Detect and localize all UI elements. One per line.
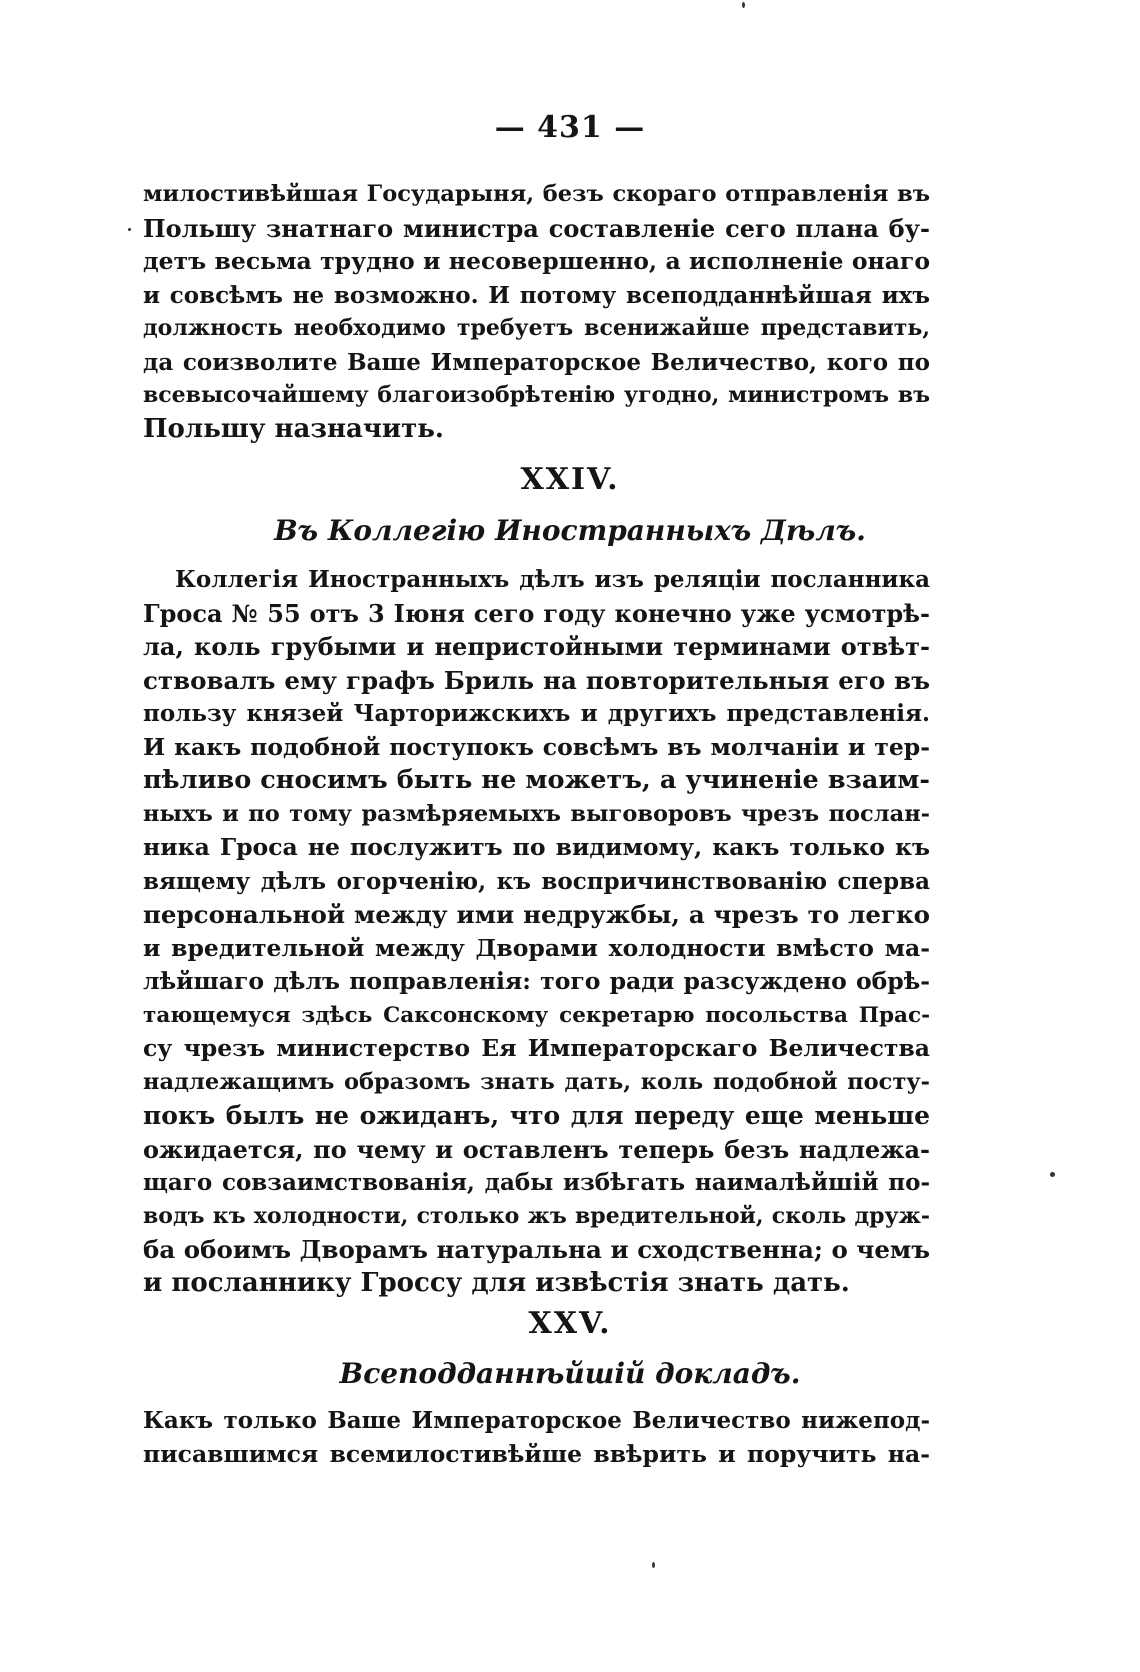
text-line: милостивѣйшая Государыня, безъ скораго отправленія въ <box>143 181 930 207</box>
text-line: Гроса № 55 отъ 3 Іюня сего году конечно уже усмотрѣ- <box>143 598 930 628</box>
text-line: пользу князей Чарторижскихъ и другихъ представленія. <box>143 700 930 727</box>
text-line: ла, коль грубыми и непристойными терминами отвѣт- <box>143 632 930 661</box>
scan-speck <box>742 2 745 8</box>
text-line: и посланнику Гроссу для извѣстія знать дать. <box>143 1267 850 1298</box>
text-line: писавшимся всемилостивѣйше ввѣрить и поручить на- <box>143 1439 930 1468</box>
text-line: И какъ подобной поступокъ совсѣмъ въ молчаніи и тер- <box>143 732 930 761</box>
scan-speck <box>128 228 131 231</box>
text-line: ствовалъ ему графъ Бриль на повторительныя его въ <box>143 665 930 695</box>
text-line: водъ къ холодности, столько жъ вредительной, сколь друж- <box>143 1202 930 1229</box>
section-paragraph <box>143 1404 930 1471</box>
text-line: персональной между ими недружбы, а чрезъ то легко <box>143 900 930 929</box>
text-line: Коллегія Иностранныхъ дѣлъ изъ реляціи посланника <box>175 566 930 593</box>
text-line: надлежащимъ образомъ знать дать, коль подобной посту- <box>143 1068 930 1095</box>
text-line: и вредительной между Дворами холодности вмѣсто ма- <box>143 933 930 962</box>
text-line: тающемуся здѣсь Саксонскому секретарю посольства Прас- <box>143 1002 930 1028</box>
text-line: ба обоимъ Дворамъ натуральна и сходственна; о чемъ <box>143 1235 930 1264</box>
text-line: ожидается, по чему и оставленъ теперь безъ надлежа- <box>143 1134 930 1164</box>
text-line: должность необходимо требуетъ всенижайше представить, <box>143 315 930 341</box>
text-line: щаго совзаимствованія, дабы избѣгать наималѣйшій по- <box>143 1169 930 1196</box>
section-number: XXIV. <box>520 462 620 497</box>
scan-speck <box>652 1562 655 1568</box>
text-line: Польшу знатнаго министра составленіе сего плана бу- <box>143 213 930 243</box>
text-line: Какъ только Ваше Императорское Величество нижепод- <box>143 1407 930 1434</box>
section-title: Въ Коллегію Иностранныхъ Дѣлъ. <box>274 514 866 547</box>
text-line: ныхъ и по тому размѣряемыхъ выговоровъ чрезъ послан- <box>143 800 930 827</box>
text-line: всевысочайшему благоизобрѣтенію угодно, министромъ въ <box>143 382 930 408</box>
text-line: да соизволите Ваше Императорское Величество, кого по <box>143 348 930 376</box>
section-title: Всеподданнѣйшій докладъ. <box>339 1357 801 1390</box>
text-line: су чрезъ министерство Ея Императорскаго Величества <box>143 1034 930 1062</box>
text-line: ника Гроса не послужитъ по видимому, какъ только къ <box>143 833 930 861</box>
scan-speck <box>1050 1172 1055 1177</box>
text-line: вящему дѣлъ огорченію, къ воспричинствованію сперва <box>143 867 930 895</box>
text-line: детъ весьма трудно и несовершенно, а исполненіе онаго <box>143 247 930 275</box>
text-line: и совсѣмъ не возможно. И потому всеподданнѣйшая ихъ <box>143 281 930 309</box>
continuation-paragraph <box>143 178 930 446</box>
text-line: Польшу назначить. <box>143 413 444 444</box>
text-line: пѣливо сносимъ быть не можетъ, а учиненіе взаим- <box>143 765 930 795</box>
text-line: лѣйшаго дѣлъ поправленія: того ради разсуждено обрѣ- <box>143 967 930 995</box>
section-paragraph <box>143 563 930 1300</box>
section-number: XXV. <box>528 1306 612 1341</box>
page-number: — 431 — <box>494 110 646 145</box>
text-line: покъ былъ не ожиданъ, что для переду еще меньше <box>143 1101 930 1130</box>
